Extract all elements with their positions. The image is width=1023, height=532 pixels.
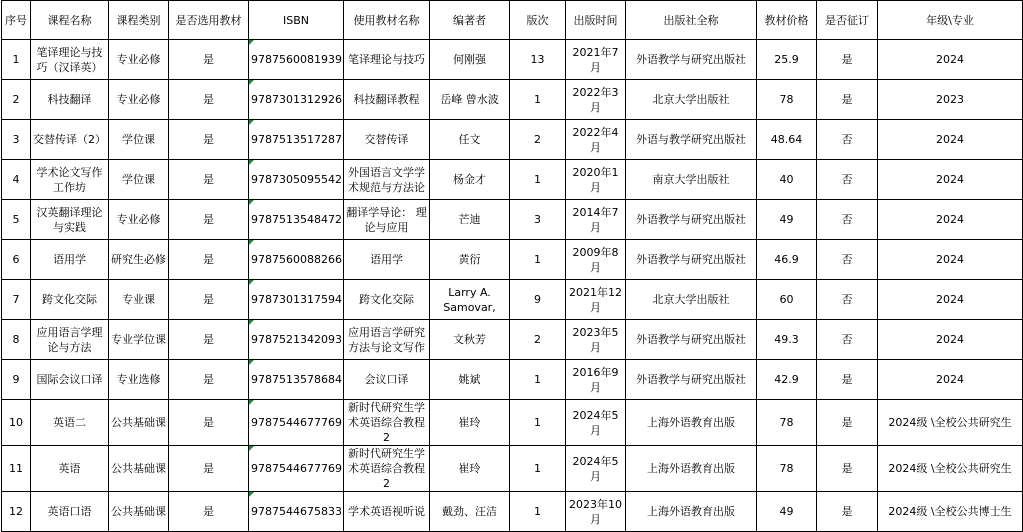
cell-author[interactable]: 杨金才: [430, 160, 510, 200]
cell-seq[interactable]: 7: [2, 280, 31, 320]
cell-price[interactable]: 49: [757, 200, 817, 240]
cell-uses-textbook[interactable]: 是: [169, 280, 249, 320]
cell-publisher[interactable]: 北京大学出版社: [626, 280, 757, 320]
table-row: [2, 240, 1023, 280]
header-cell-publisher[interactable]: 出版社全称: [626, 1, 757, 40]
cell-course-type[interactable]: 研究生必修: [109, 240, 169, 280]
cell-ordered[interactable]: 否: [817, 320, 878, 360]
table-row: [2, 492, 1023, 532]
cell-isbn[interactable]: 9787301317594: [249, 280, 344, 320]
header-cell-course-name[interactable]: 课程名称: [31, 1, 109, 40]
cell-pub-date[interactable]: 2009年8月: [566, 240, 626, 280]
cell-course-name[interactable]: 语用学: [31, 240, 109, 280]
cell-edition[interactable]: 9: [510, 280, 566, 320]
cell-textbook-name[interactable]: 笔译理论与技巧: [344, 40, 430, 80]
cell-uses-textbook[interactable]: 是: [169, 240, 249, 280]
cell-seq[interactable]: 12: [2, 492, 31, 532]
cell-course-name[interactable]: 科技翻译: [31, 80, 109, 120]
cell-seq[interactable]: 5: [2, 200, 31, 240]
cell-price[interactable]: 49.3: [757, 320, 817, 360]
cell-grade-major[interactable]: 2023: [878, 80, 1023, 120]
cell-grade-major[interactable]: 2024: [878, 200, 1023, 240]
cell-uses-textbook[interactable]: 是: [169, 40, 249, 80]
cell-course-name[interactable]: 应用语言学理论与方法: [31, 320, 109, 360]
cell-course-name[interactable]: 英语: [31, 446, 109, 492]
cell-textbook-name[interactable]: 交替传译: [344, 120, 430, 160]
cell-seq[interactable]: 10: [2, 400, 31, 446]
cell-uses-textbook[interactable]: 是: [169, 320, 249, 360]
cell-publisher[interactable]: 外语与教学研究出版社: [626, 120, 757, 160]
table-row: [2, 80, 1023, 120]
cell-author[interactable]: 文秋芳: [430, 320, 510, 360]
table-row: [2, 280, 1023, 320]
cell-course-name[interactable]: 笔译理论与技巧（汉译英）: [31, 40, 109, 80]
cell-price[interactable]: 42.9: [757, 360, 817, 400]
textbook-table: [1, 0, 1023, 532]
cell-textbook-name[interactable]: 应用语言学研究方法与论文写作: [344, 320, 430, 360]
cell-pub-date[interactable]: 2021年12月: [566, 280, 626, 320]
cell-grade-major[interactable]: 2024级 \全校公共研究生: [878, 400, 1023, 446]
cell-price[interactable]: 46.9: [757, 240, 817, 280]
table-row: [2, 40, 1023, 80]
cell-isbn[interactable]: 9787544677769: [249, 446, 344, 492]
cell-author[interactable]: 芒迪: [430, 200, 510, 240]
cell-course-type[interactable]: 专业课: [109, 280, 169, 320]
cell-isbn[interactable]: 9787544675833: [249, 492, 344, 532]
cell-pub-date[interactable]: 2024年5月: [566, 446, 626, 492]
cell-seq[interactable]: 11: [2, 446, 31, 492]
cell-publisher[interactable]: 外语教学与研究出版社: [626, 320, 757, 360]
cell-grade-major[interactable]: 2024: [878, 40, 1023, 80]
cell-isbn[interactable]: 9787544677769: [249, 400, 344, 446]
cell-uses-textbook[interactable]: 是: [169, 446, 249, 492]
cell-ordered[interactable]: 是: [817, 446, 878, 492]
header-cell-isbn[interactable]: ISBN: [249, 1, 344, 40]
cell-publisher[interactable]: 上海外语教育出版: [626, 446, 757, 492]
header-cell-uses-textbook[interactable]: 是否选用教材: [169, 1, 249, 40]
cell-price[interactable]: 48.64: [757, 120, 817, 160]
cell-seq[interactable]: 4: [2, 160, 31, 200]
cell-edition[interactable]: 1: [510, 400, 566, 446]
cell-ordered[interactable]: 是: [817, 80, 878, 120]
header-cell-seq[interactable]: 序号: [2, 1, 31, 40]
cell-publisher[interactable]: 上海外语教育出版: [626, 400, 757, 446]
cell-author[interactable]: 岳峰 曾水波: [430, 80, 510, 120]
cell-textbook-name[interactable]: 会议口译: [344, 360, 430, 400]
cell-edition[interactable]: 3: [510, 200, 566, 240]
cell-uses-textbook[interactable]: 是: [169, 400, 249, 446]
table-row: [2, 320, 1023, 360]
cell-course-name[interactable]: 国际会议口译: [31, 360, 109, 400]
header-cell-grade-major[interactable]: 年级\专业: [878, 1, 1023, 40]
cell-course-name[interactable]: 英语二: [31, 400, 109, 446]
cell-grade-major[interactable]: 2024: [878, 280, 1023, 320]
cell-pub-date[interactable]: 2023年5月: [566, 320, 626, 360]
table-row: [2, 120, 1023, 160]
cell-seq[interactable]: 2: [2, 80, 31, 120]
cell-author[interactable]: 何刚强: [430, 40, 510, 80]
cell-pub-date[interactable]: 2022年4月: [566, 120, 626, 160]
cell-uses-textbook[interactable]: 是: [169, 200, 249, 240]
cell-price[interactable]: 60: [757, 280, 817, 320]
cell-course-type[interactable]: 公共基础课: [109, 446, 169, 492]
cell-ordered[interactable]: 是: [817, 360, 878, 400]
cell-uses-textbook[interactable]: 是: [169, 160, 249, 200]
cell-price[interactable]: 78: [757, 446, 817, 492]
cell-uses-textbook[interactable]: 是: [169, 360, 249, 400]
cell-author[interactable]: 任文: [430, 120, 510, 160]
header-cell-textbook-name[interactable]: 使用教材名称: [344, 1, 430, 40]
cell-ordered[interactable]: 是: [817, 492, 878, 532]
cell-textbook-name[interactable]: 新时代研究生学术英语综合教程2: [344, 446, 430, 492]
cell-grade-major[interactable]: 2024: [878, 160, 1023, 200]
cell-edition[interactable]: 1: [510, 360, 566, 400]
cell-edition[interactable]: 1: [510, 80, 566, 120]
cell-course-name[interactable]: 学术论文写作工作坊: [31, 160, 109, 200]
cell-isbn[interactable]: 9787560088266: [249, 240, 344, 280]
cell-grade-major[interactable]: 2024: [878, 360, 1023, 400]
cell-author[interactable]: 崔玲: [430, 400, 510, 446]
cell-pub-date[interactable]: 2022年3月: [566, 80, 626, 120]
cell-seq[interactable]: 6: [2, 240, 31, 280]
cell-author[interactable]: 崔玲: [430, 446, 510, 492]
cell-course-name[interactable]: 跨文化交际: [31, 280, 109, 320]
table-row: [2, 446, 1023, 492]
cell-isbn[interactable]: 9787513548472: [249, 200, 344, 240]
table-row: [2, 360, 1023, 400]
cell-grade-major[interactable]: 2024: [878, 240, 1023, 280]
cell-grade-major[interactable]: 2024级 \全校公共研究生: [878, 446, 1023, 492]
cell-grade-major[interactable]: 2024: [878, 320, 1023, 360]
cell-grade-major[interactable]: 2024级 \全校公共博士生: [878, 492, 1023, 532]
cell-textbook-name[interactable]: 语用学: [344, 240, 430, 280]
cell-course-type[interactable]: 专业选修: [109, 360, 169, 400]
cell-isbn[interactable]: 9787305095542: [249, 160, 344, 200]
cell-ordered[interactable]: 否: [817, 120, 878, 160]
table-row: [2, 400, 1023, 446]
header-cell-price[interactable]: 教材价格: [757, 1, 817, 40]
cell-grade-major[interactable]: 2024: [878, 120, 1023, 160]
cell-course-type[interactable]: 专业必修: [109, 40, 169, 80]
cell-textbook-name[interactable]: 翻译学导论： 理论与应用: [344, 200, 430, 240]
header-row: [2, 1, 1023, 40]
header-cell-pub-date[interactable]: 出版时间: [566, 1, 626, 40]
header-cell-course-type[interactable]: 课程类别: [109, 1, 169, 40]
cell-course-type[interactable]: 专业学位课: [109, 320, 169, 360]
header-cell-author[interactable]: 编著者: [430, 1, 510, 40]
cell-seq[interactable]: 1: [2, 40, 31, 80]
table-header: [2, 1, 1023, 40]
cell-publisher[interactable]: 南京大学出版社: [626, 160, 757, 200]
table-row: [2, 160, 1023, 200]
cell-edition[interactable]: 2: [510, 120, 566, 160]
header-cell-ordered[interactable]: 是否征订: [817, 1, 878, 40]
cell-textbook-name[interactable]: 外国语言文学学术规范与方法论: [344, 160, 430, 200]
cell-edition[interactable]: 1: [510, 446, 566, 492]
table-row: [2, 200, 1023, 240]
cell-course-type[interactable]: 学位课: [109, 160, 169, 200]
cell-price[interactable]: 49: [757, 492, 817, 532]
cell-publisher[interactable]: 外语教学与研究出版社: [626, 200, 757, 240]
cell-ordered[interactable]: 是: [817, 40, 878, 80]
cell-course-name[interactable]: 汉英翻译理论与实践: [31, 200, 109, 240]
cell-pub-date[interactable]: 2021年7月: [566, 40, 626, 80]
cell-author[interactable]: Larry A. Samovar,: [430, 280, 510, 320]
header-cell-edition[interactable]: 版次: [510, 1, 566, 40]
cell-isbn[interactable]: 9787521342093: [249, 320, 344, 360]
cell-price[interactable]: 78: [757, 80, 817, 120]
cell-pub-date[interactable]: 2016年9月: [566, 360, 626, 400]
cell-price[interactable]: 25.9: [757, 40, 817, 80]
cell-textbook-name[interactable]: 学术英语视听说: [344, 492, 430, 532]
cell-course-type[interactable]: 公共基础课: [109, 400, 169, 446]
cell-seq[interactable]: 9: [2, 360, 31, 400]
cell-isbn[interactable]: 9787513517287: [249, 120, 344, 160]
cell-edition[interactable]: 13: [510, 40, 566, 80]
cell-ordered[interactable]: 否: [817, 160, 878, 200]
cell-edition[interactable]: 2: [510, 320, 566, 360]
cell-seq[interactable]: 3: [2, 120, 31, 160]
cell-pub-date[interactable]: 2020年1月: [566, 160, 626, 200]
cell-publisher[interactable]: 外语教学与研究出版社: [626, 40, 757, 80]
cell-author[interactable]: 戴劲、汪洁: [430, 492, 510, 532]
cell-isbn[interactable]: 9787560081939: [249, 40, 344, 80]
cell-course-type[interactable]: 专业必修: [109, 80, 169, 120]
cell-uses-textbook[interactable]: 是: [169, 492, 249, 532]
cell-edition[interactable]: 1: [510, 240, 566, 280]
cell-pub-date[interactable]: 2024年5月: [566, 400, 626, 446]
cell-textbook-name[interactable]: 跨文化交际: [344, 280, 430, 320]
cell-author[interactable]: 黄衍: [430, 240, 510, 280]
cell-pub-date[interactable]: 2023年10月: [566, 492, 626, 532]
cell-course-type[interactable]: 专业必修: [109, 200, 169, 240]
cell-isbn[interactable]: 9787513578684: [249, 360, 344, 400]
cell-textbook-name[interactable]: 新时代研究生学术英语综合教程2: [344, 400, 430, 446]
cell-ordered[interactable]: 是: [817, 400, 878, 446]
cell-ordered[interactable]: 否: [817, 240, 878, 280]
cell-uses-textbook[interactable]: 是: [169, 80, 249, 120]
cell-course-type[interactable]: 公共基础课: [109, 492, 169, 532]
cell-seq[interactable]: 8: [2, 320, 31, 360]
cell-price[interactable]: 40: [757, 160, 817, 200]
cell-course-name[interactable]: 英语口语: [31, 492, 109, 532]
table-body: [2, 40, 1023, 532]
cell-publisher[interactable]: 北京大学出版社: [626, 80, 757, 120]
cell-ordered[interactable]: 否: [817, 280, 878, 320]
cell-ordered[interactable]: 否: [817, 200, 878, 240]
cell-isbn[interactable]: 9787301312926: [249, 80, 344, 120]
cell-course-name[interactable]: 交替传译（2）: [31, 120, 109, 160]
cell-publisher[interactable]: 外语教学与研究出版社: [626, 360, 757, 400]
cell-publisher[interactable]: 上海外语教育出版: [626, 492, 757, 532]
cell-course-type[interactable]: 学位课: [109, 120, 169, 160]
cell-publisher[interactable]: 外语教学与研究出版社: [626, 240, 757, 280]
cell-author[interactable]: 姚斌: [430, 360, 510, 400]
cell-textbook-name[interactable]: 科技翻译教程: [344, 80, 430, 120]
cell-pub-date[interactable]: 2014年7月: [566, 200, 626, 240]
cell-price[interactable]: 78: [757, 400, 817, 446]
cell-edition[interactable]: 1: [510, 160, 566, 200]
cell-uses-textbook[interactable]: 是: [169, 120, 249, 160]
cell-edition[interactable]: 1: [510, 492, 566, 532]
